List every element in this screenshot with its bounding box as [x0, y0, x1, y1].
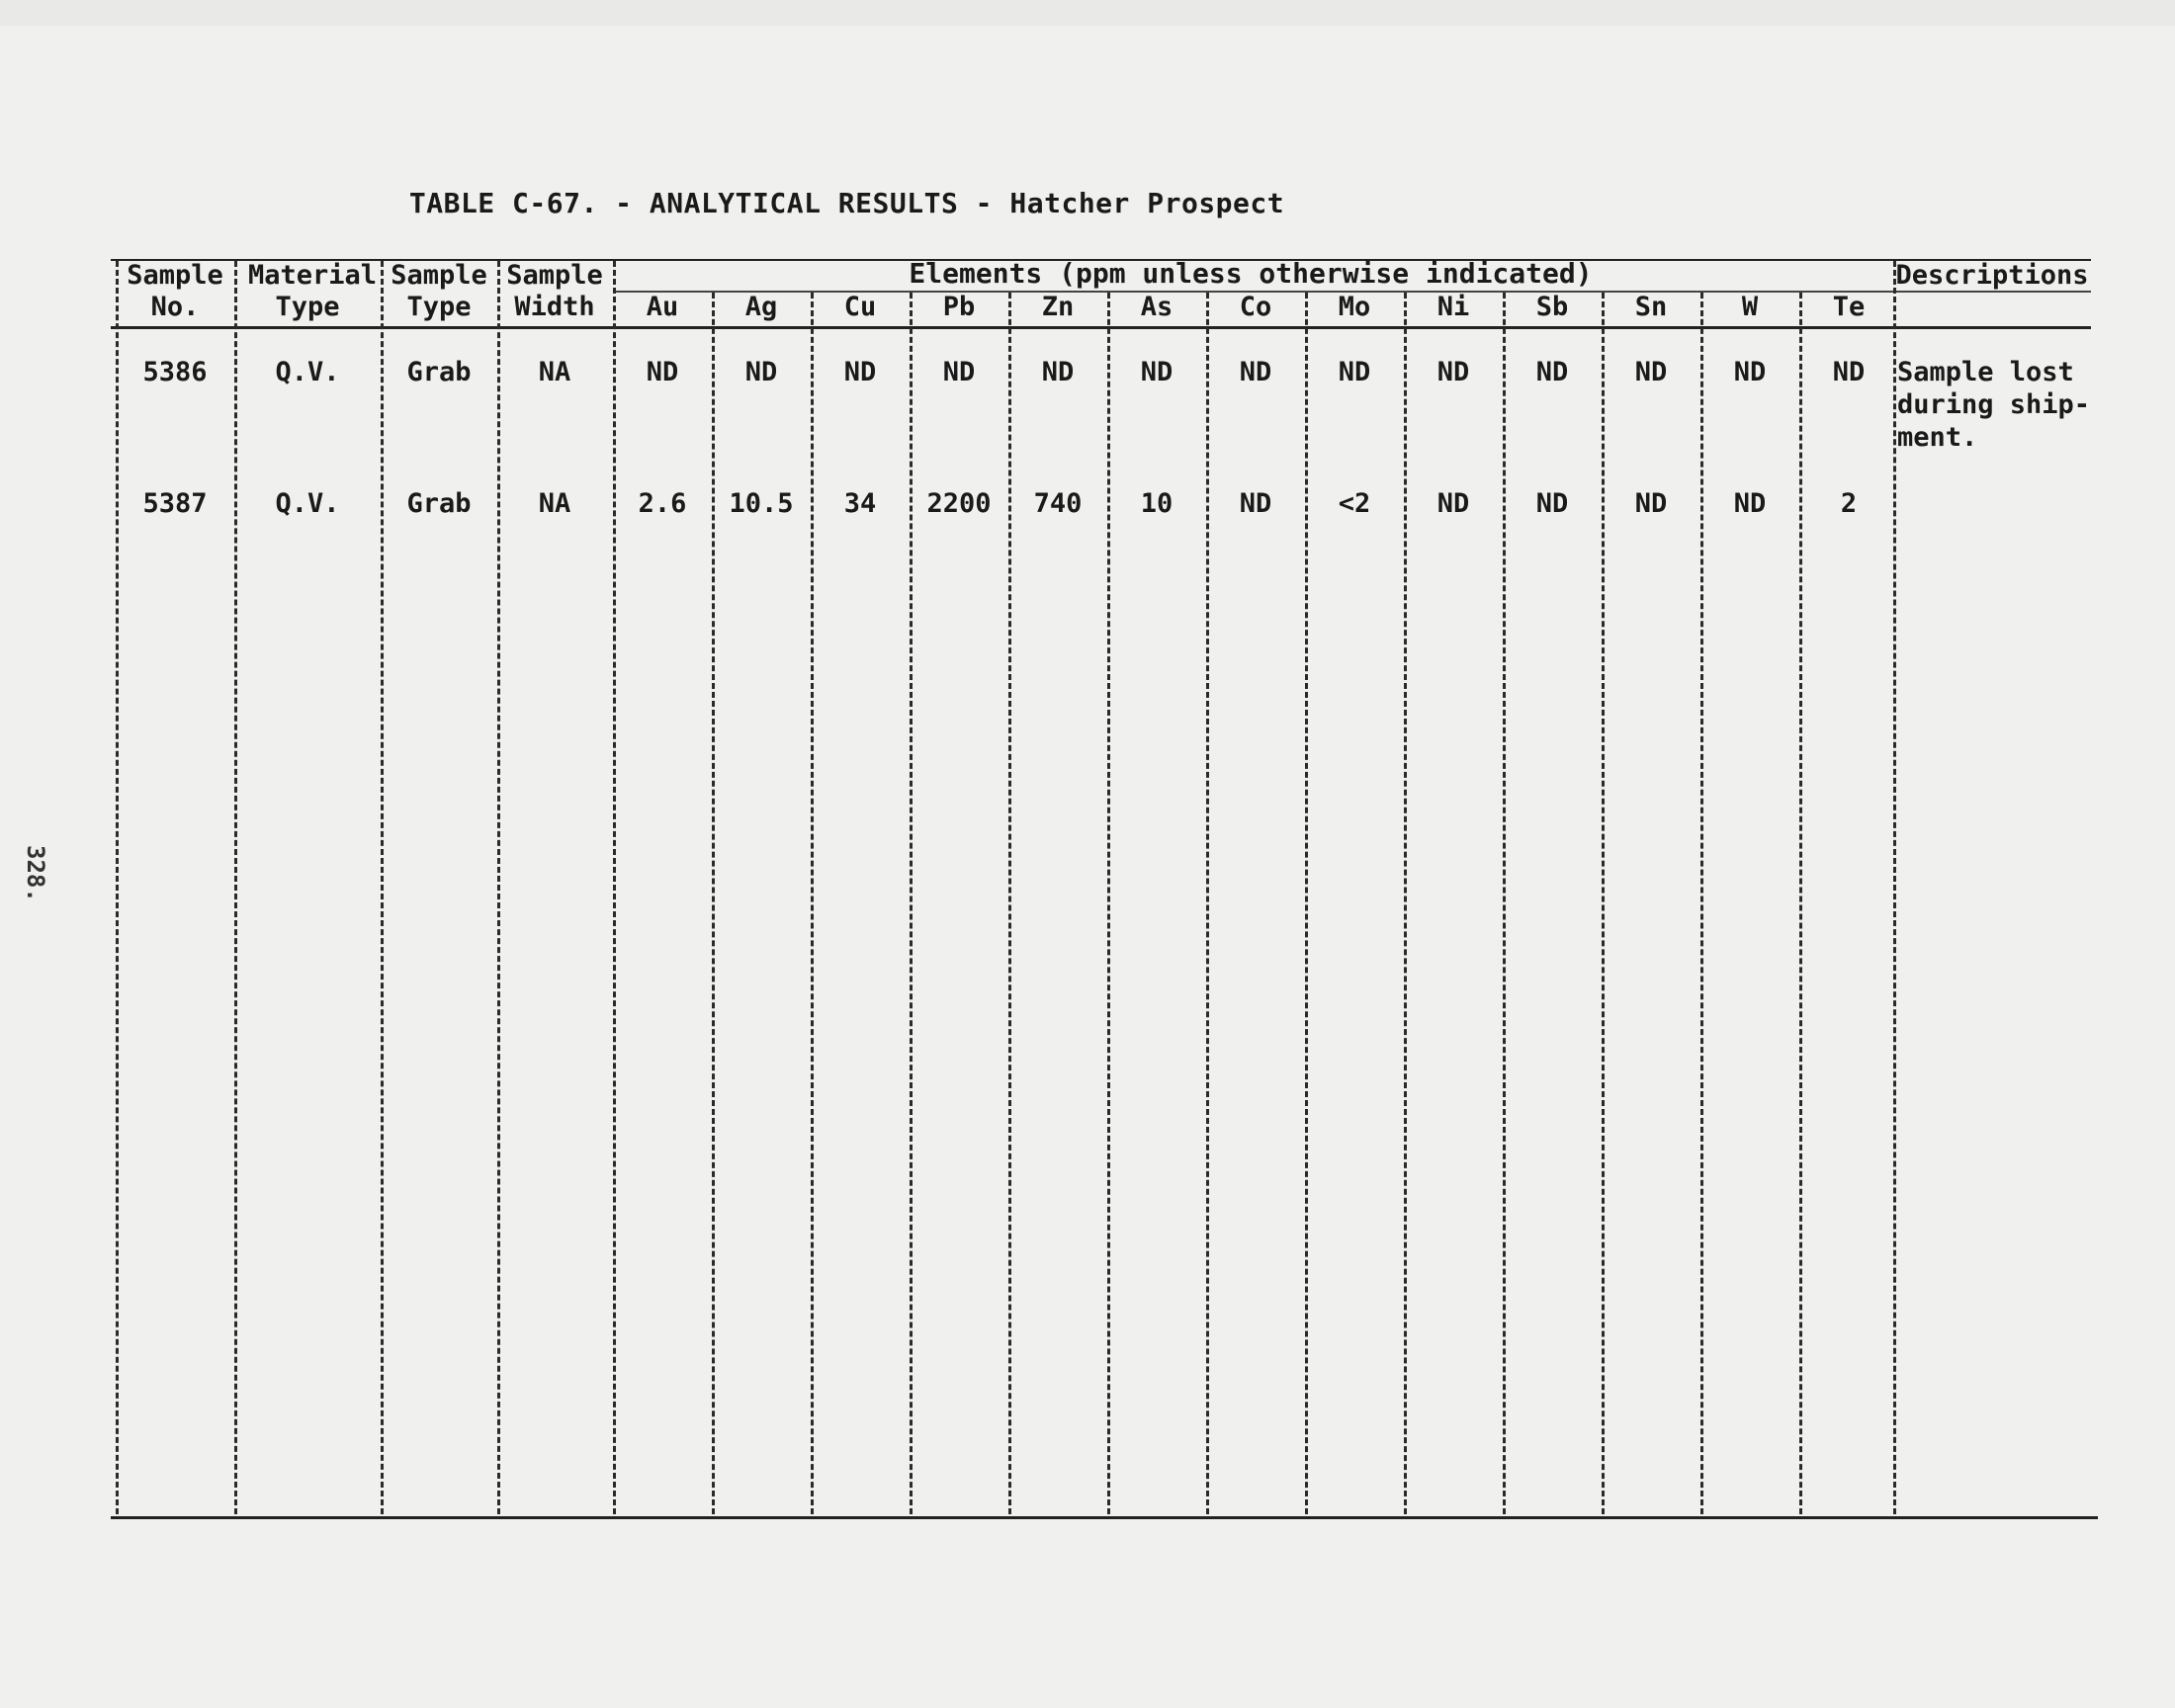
column-divider: [1008, 293, 1011, 1514]
table-cell-sb: ND: [1535, 488, 1569, 519]
page-number-note: 328.: [22, 845, 49, 902]
table-cell-sample_no: 5386: [142, 357, 208, 387]
table-cell-sn: ND: [1634, 357, 1668, 387]
table-cell-mo: <2: [1338, 488, 1371, 519]
table-cell-zn: ND: [1041, 357, 1075, 387]
column-divider: [613, 261, 616, 1514]
column-header-sample_width-line1: Sample: [506, 260, 603, 291]
table-cell-w: ND: [1733, 488, 1767, 519]
table-cell-sb: ND: [1535, 357, 1569, 387]
column-header-cu-line2: Cu: [843, 292, 877, 322]
column-header-sample_type-line1: Sample: [391, 260, 487, 291]
table-cell-sample_no: 5387: [142, 488, 208, 519]
table-cell-te: ND: [1832, 357, 1866, 387]
column-header-pb-line2: Pb: [942, 292, 976, 322]
column-divider: [1893, 261, 1896, 1514]
table-cell-sample_width: NA: [538, 357, 571, 387]
table-cell-sn: ND: [1634, 488, 1668, 519]
header-bottom-rule: [111, 326, 2091, 329]
table-cell-co: ND: [1239, 357, 1272, 387]
table-cell-sample_type: Grab: [406, 488, 472, 519]
table-cell-au: ND: [646, 357, 679, 387]
table-cell-au: 2.6: [638, 488, 687, 519]
column-divider: [1503, 293, 1506, 1514]
table-cell-sample_type: Grab: [406, 357, 472, 387]
table-cell-mo: ND: [1338, 357, 1371, 387]
table-cell-pb: 2200: [926, 488, 992, 519]
table-cell-pb: ND: [942, 357, 976, 387]
column-header-au-line2: Au: [646, 292, 679, 322]
column-header-sn-line2: Sn: [1634, 292, 1668, 322]
column-header-zn-line2: Zn: [1041, 292, 1075, 322]
table-cell-as: 10: [1140, 488, 1174, 519]
table-cell-sample_width: NA: [538, 488, 571, 519]
table-cell-as: ND: [1140, 357, 1174, 387]
column-divider: [234, 261, 237, 1514]
table-cell-te: 2: [1840, 488, 1858, 519]
column-divider: [910, 293, 913, 1514]
table-cell-cu: 34: [843, 488, 877, 519]
column-header-descriptions-line1: Descriptions: [1895, 260, 2089, 291]
table-cell-cu: ND: [843, 357, 877, 387]
column-header-co-line2: Co: [1239, 292, 1272, 322]
table-cell-material_type: Q.V.: [275, 357, 340, 387]
table-bottom-rule: [111, 1516, 2098, 1519]
column-divider: [116, 261, 119, 1514]
column-divider: [1602, 293, 1605, 1514]
column-divider: [1700, 293, 1703, 1514]
column-header-sample_no-line1: Sample: [127, 260, 223, 291]
column-header-mo-line2: Mo: [1338, 292, 1371, 322]
column-header-sb-line2: Sb: [1535, 292, 1569, 322]
column-header-te-line2: Te: [1832, 292, 1866, 322]
table-title: TABLE C-67. - ANALYTICAL RESULTS - Hatcher Prospect: [408, 187, 1285, 219]
table-cell-description: Sample lost during ship-ment.: [1897, 357, 2091, 453]
column-header-material_type-line2: Type: [275, 292, 340, 322]
table-cell-ag: 10.5: [729, 488, 794, 519]
column-header-sample_width-line2: Width: [514, 292, 595, 322]
table-cell-material_type: Q.V.: [275, 488, 340, 519]
column-header-as-line2: As: [1140, 292, 1174, 322]
table-cell-ni: ND: [1436, 488, 1470, 519]
column-divider: [1799, 293, 1802, 1514]
column-header-sample_no-line2: No.: [150, 292, 200, 322]
table-cell-ni: ND: [1436, 357, 1470, 387]
column-header-material_type-line1: Material: [248, 260, 378, 291]
column-divider: [1305, 293, 1308, 1514]
column-header-ag-line2: Ag: [744, 292, 778, 322]
column-divider: [811, 293, 814, 1514]
column-divider: [1107, 293, 1110, 1514]
column-header-sample_type-line2: Type: [406, 292, 472, 322]
column-divider: [497, 261, 500, 1514]
elements-group-header: Elements (ppm unless otherwise indicated): [909, 257, 1593, 290]
table-cell-zn: 740: [1033, 488, 1083, 519]
column-divider: [712, 293, 715, 1514]
table-cell-ag: ND: [744, 357, 778, 387]
table-cell-w: ND: [1733, 357, 1767, 387]
column-header-ni-line2: Ni: [1436, 292, 1470, 322]
column-divider: [1404, 293, 1407, 1514]
column-divider: [381, 261, 384, 1514]
column-divider: [1206, 293, 1209, 1514]
column-header-w-line2: W: [1741, 292, 1759, 322]
table-cell-co: ND: [1239, 488, 1272, 519]
